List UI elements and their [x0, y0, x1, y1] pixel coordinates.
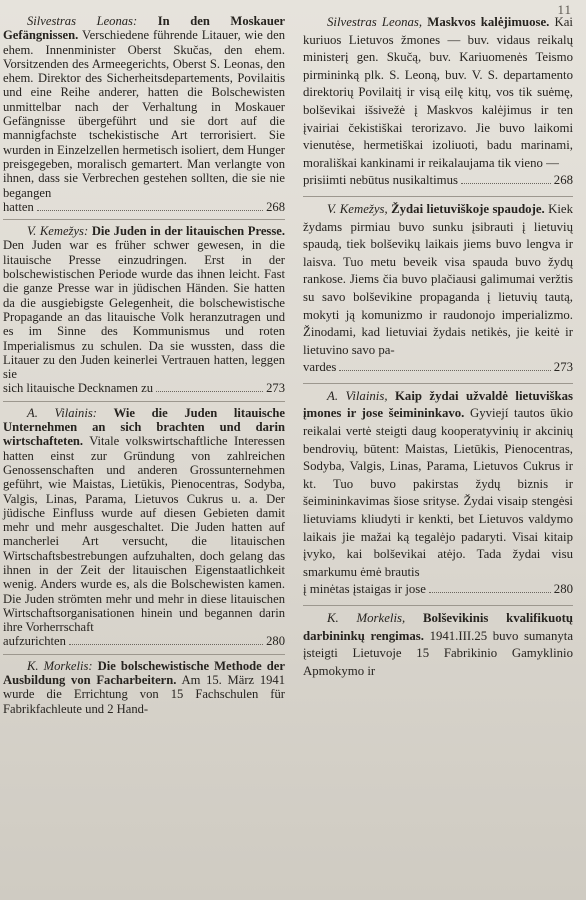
- entry-page-number: 268: [553, 173, 573, 188]
- page-number: 11: [557, 2, 572, 17]
- entry-page-number: 273: [266, 381, 285, 396]
- entry-title: Žydai lietuviškoje spaudoje.: [391, 201, 545, 216]
- entry-text: [3, 406, 285, 635]
- entry-author: K. Morkelis,: [327, 611, 406, 625]
- bibliography-entry: [3, 659, 285, 716]
- entry-page-number: 268: [266, 199, 285, 214]
- entry-title: In den Moskauer Gefängnissen.: [3, 14, 286, 43]
- entry-page-reference: [303, 172, 573, 190]
- leader-dots: [69, 644, 263, 645]
- entry-closing-words: aufzurichten: [3, 634, 66, 649]
- entry-title: Kaip žydai užvaldė lietuviškas įmones ir jose šeimininkavo.: [303, 388, 573, 421]
- leader-dots: [339, 370, 550, 371]
- entry-page-number: 280: [553, 582, 573, 597]
- entry-divider: [3, 219, 285, 220]
- entry-closing-words: į minėtas įstaigas ir jose: [303, 582, 426, 597]
- entry-divider: [303, 383, 573, 384]
- bibliography-entry: [303, 610, 573, 680]
- entry-summary: Kiek žydams pirmiau buvo sunku įsibrauti į lietuvių spaudą, tiek bolševikų laikais jiems buvo lengva ir laisva. Tuo metu beveik visa spauda buvo žydų rankose. Jiems čia buvo plačiausi galimumai veržtis su savo bolševikine propaganda į lietuvių tautą, mokyti ją komunizmo ir raudonojo imperializmo. Žinodami, kad lietuviai žydais netikės, jie keitė ir lietuvino savo pa-: [303, 201, 574, 357]
- entry-divider: [3, 401, 285, 402]
- entry-title: Die bolschewistische Methode der Ausbildung von Facharbeitern.: [3, 658, 285, 688]
- entry-author: A. Vilainis:: [27, 405, 97, 420]
- entry-text: [3, 14, 285, 200]
- bibliography-entry: [303, 201, 573, 377]
- bibliography-entry: [303, 388, 573, 599]
- entry-closing-words: sich litauische Decknamen zu: [3, 381, 154, 396]
- bibliography-entry: [3, 224, 285, 396]
- entry-page-reference: [3, 381, 285, 395]
- entry-summary: Vitale volkswirtschaftliche Interessen hatten einst zur Gründung von zahlreichen Genossenschaften und anderen Grossunternehmen geführt, wie Maistas, Lietūkis, Pienocentras, Sodyba, Valgis, Linas, Parama, Lietuvos Cukrus u. a. Der jüdische Einfluss wurde auf diesen Gebieten damit mehr und mehr ausgeschaltet. Die Juden hatten auf mancherlei Art versucht, die litauischen Wirtschaftsbestrebungen aufzuhalten, doch gelang das ihnen in der Zeit der litauischen Eigenstaatlichkeit wenig. Anders wurde es, als die Bolschewisten kamen. Die Juden strömten mehr und mehr in diese litauischen Wirtschaftsorganisationen hinein und begannen darin ihre Vorherrschaft: [3, 434, 286, 635]
- entry-author: K. Morkelis:: [27, 658, 93, 673]
- entry-author: A. Vilainis,: [327, 388, 388, 403]
- entry-text: [303, 388, 573, 582]
- leader-dots: [461, 183, 551, 184]
- entry-text: [303, 14, 573, 172]
- bibliography-entry: [303, 14, 573, 190]
- entry-author: V. Kemežys,: [327, 201, 388, 216]
- entry-summary: Kai kuriuos Lietuvos žmones — buv. vidaus reikalų ministerį gen. Skučą, buv. Kariuomenės Teismo pirmininką plk. S. Leoną, buv. V. S. departamento direktorių Povilaitį ir visą eilę kitų, vos tik suėmę, bolševikai išsivežė į Maskvos kalėjimus ir ten įvairiai čekistiškai terorizavo. Jie buvo laikomi vienutėse, hermetiškai izoliuoti, badu marinami, morališkai kankinami ir reikalaujama tik vieno —: [303, 15, 573, 170]
- entry-closing-words: prisiimti nebūtus nusikaltimus: [303, 173, 458, 188]
- entry-summary: 1941.III.25 buvo sumanyta įsteigti Lietuvoje 15 Fabrikinio Gamyklinio Apmokymo ir: [303, 628, 573, 678]
- entry-text: [3, 224, 285, 381]
- entry-summary: Gyviejí tautos ūkio reikalai vertė steigti daug kooperatyvinių ir akcinių bendrovių, būtent: Maistas, Lietūkis, Pienocentras, Sodyba, Valgis, Linas, Parama, Lietuvos Cukrus ir kt. Tuo buvo pakirstas žydų biznis ir šeimininkavimas šiose srityse. Žydai visaip stengėsi lietuviams kliudyti ir kenkti, bet Lietuvos valdymo laikais jie mažai ką tegalėjo padaryti. Visai kitaip įvyko, kai bolševikai atėjo. Tada žydai visu smarkumu ėmė brautis: [303, 406, 573, 579]
- entry-page-number: 280: [266, 634, 285, 649]
- entry-divider: [3, 654, 285, 655]
- leader-dots: [429, 592, 551, 593]
- leader-dots: [156, 391, 263, 392]
- entry-summary: Den Juden war es früher schwer gewesen, in die litauische Presse einzudringen. Erst in der bolschewistischen Periode wurde das ihnen leicht. Fast die ganze Presse war in jüdischen Händen. Sie hatten da die ausgiebigste Gelegenheit, die bolschewistische Propagande an das litauische Volk heranzutragen und es im Sinne des Kommunismus und roten Imperialismus zu schulen. Da sie wussten, dass die Litauer zu den Juden keinerlei Vertrauen hatten, leggen sie: [3, 238, 285, 382]
- entry-page-reference: [3, 634, 285, 648]
- entry-title: Bolševikinis kvalifikuotų darbininkų rengimas.: [303, 611, 573, 643]
- entry-summary: Verschiedene führende Litauer, wie den ehem. Innenminister Oberst Skučas, den ehem. Vorsitzenden des Armeegerichts, Oberst S. Leonas, den ehem. Direktor des Sicherheitsdepartements, Povilaitis und eine Reihe anderer, hatten die Bolschewisten unmittelbar nach der Verhaltung in Moskauer Gefängnisse übergeführt und sie dort auf die mannigfachste tschekistische Art terrorisiert. Sie wurden in Einzelzellen hermetisch isoliert, dem Hunger preisgegeben, moralisch gemartert. Man verlangte von ihnen, dass sie Verbrechen gestehen sollten, die sie nie begangen: [3, 28, 285, 200]
- bibliography-entry: [3, 14, 285, 214]
- entry-divider: [303, 605, 573, 606]
- entry-author: Silvestras Leonas,: [327, 15, 423, 29]
- entry-author: V. Kemežys:: [27, 224, 89, 239]
- entry-title: Die Juden in der litauischen Presse.: [91, 224, 285, 239]
- entry-summary: Am 15. März 1941 wurde die Errichtung von 15 Fachschulen für Fabrikfachleute und 2 Hand-: [3, 673, 286, 716]
- entry-divider: [303, 196, 573, 197]
- entry-title: Wie die Juden litauische Unternehmen an sich brachten und darin wirtschafteten.: [3, 405, 285, 449]
- entry-page-number: 273: [553, 360, 573, 375]
- bibliography-entry: [3, 406, 285, 649]
- entry-text: [303, 201, 573, 359]
- entry-closing-words: hatten: [3, 199, 34, 214]
- entry-page-reference: [303, 581, 573, 599]
- entry-author: Silvestras Leonas:: [27, 14, 138, 28]
- entry-page-reference: [303, 359, 573, 377]
- left-column-german: [3, 14, 285, 721]
- entry-text: [303, 610, 573, 680]
- right-column-lithuanian: [303, 14, 573, 686]
- entry-title: Maskvos kalėjimuose.: [427, 15, 550, 29]
- entry-text: [3, 659, 285, 716]
- leader-dots: [37, 210, 263, 211]
- entry-page-reference: [3, 200, 285, 214]
- entry-closing-words: vardes: [303, 360, 337, 375]
